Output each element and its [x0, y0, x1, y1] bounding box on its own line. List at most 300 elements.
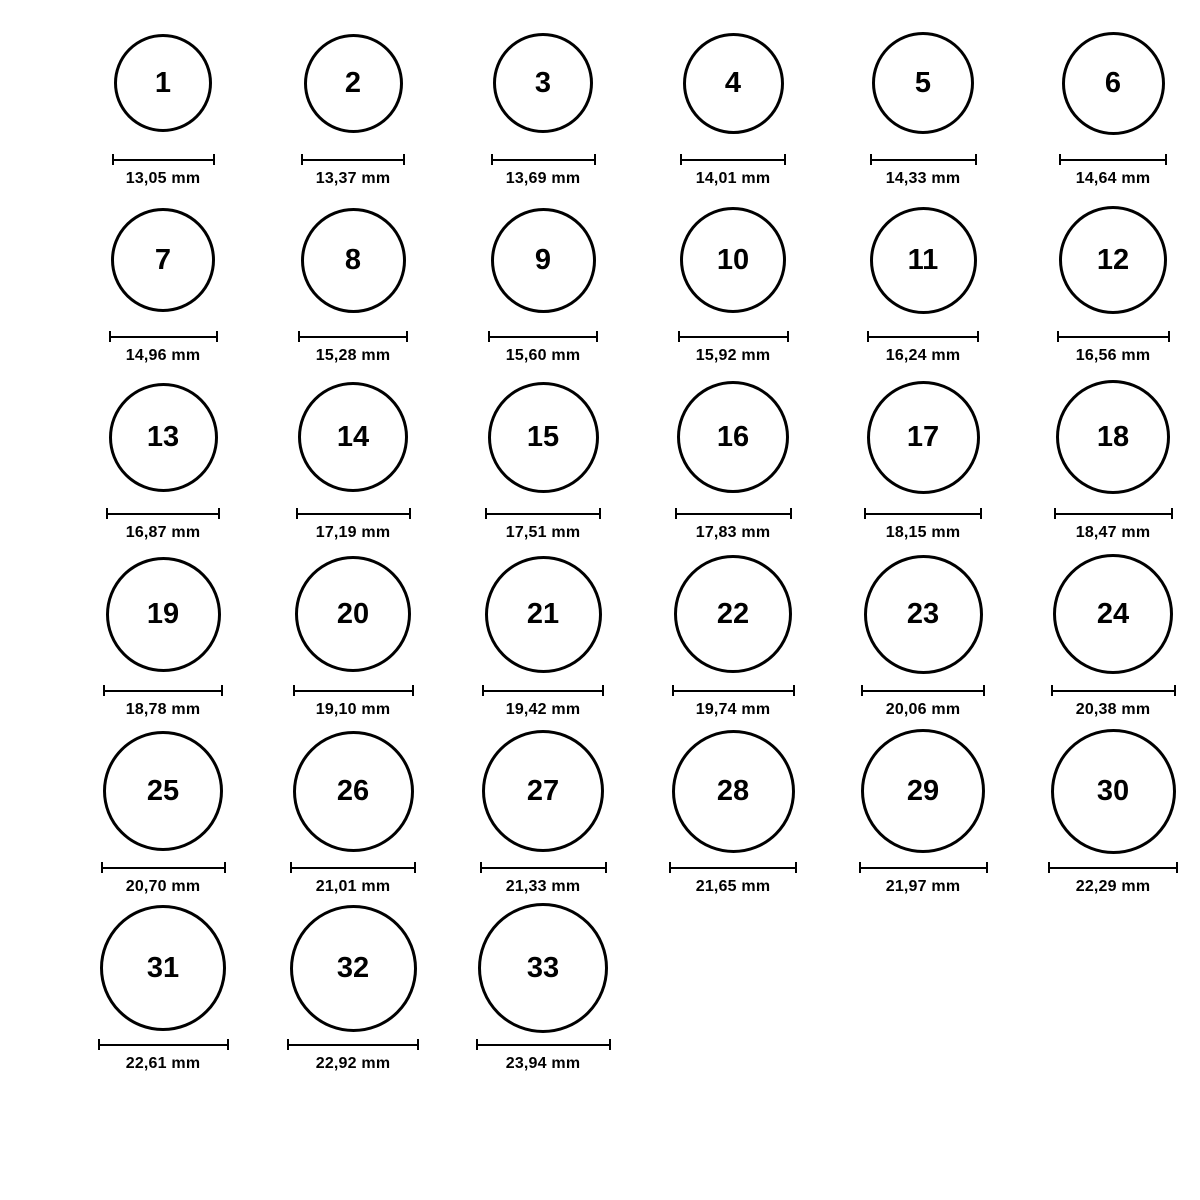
ring-circle-wrap [872, 18, 974, 148]
ring-measurement [301, 154, 405, 188]
dimension-tick-left [287, 1039, 289, 1050]
dimension-tick-right [986, 862, 988, 873]
dimension-line-icon [867, 331, 979, 342]
dimension-tick-left [867, 331, 869, 342]
ring-size-cell [638, 372, 828, 549]
ring-diameter-label: 22,92 mm [315, 1055, 391, 1072]
ring-size-number: 27 [526, 774, 560, 807]
ring-circle-wrap [478, 903, 608, 1033]
dimension-line-icon [669, 862, 797, 873]
ring-circle [491, 208, 596, 313]
ring-measurement [298, 331, 408, 365]
ring-size-number: 26 [336, 774, 370, 807]
ring-size-cell [828, 372, 1018, 549]
dimension-line-icon [864, 508, 982, 519]
ring-size-cell [828, 195, 1018, 372]
dimension-tick-left [672, 685, 674, 696]
ring-measurement [680, 154, 786, 188]
dimension-line-icon [1048, 862, 1178, 873]
ring-measurement [861, 685, 985, 719]
dimension-bar [680, 159, 786, 161]
ring-size-cell [638, 549, 828, 726]
dimension-line-icon [861, 685, 985, 696]
ring-circle [683, 33, 784, 134]
ring-circle-wrap [870, 195, 977, 325]
dimension-tick-left [301, 154, 303, 165]
ring-size-grid [68, 18, 1170, 1080]
dimension-bar [103, 690, 223, 692]
dimension-bar [488, 336, 598, 338]
dimension-line-icon [1054, 508, 1173, 519]
dimension-tick-right [596, 331, 598, 342]
ring-size-cell [258, 903, 448, 1080]
ring-size-number: 15 [526, 420, 560, 453]
ring-size-cell [448, 18, 638, 195]
dimension-tick-right [602, 685, 604, 696]
ring-size-cell [448, 372, 638, 549]
ring-diameter-label: 14,96 mm [125, 347, 201, 364]
dimension-tick-right [1174, 685, 1176, 696]
ring-circle-wrap [100, 903, 226, 1033]
dimension-bar [675, 513, 792, 515]
ring-size-number: 23 [906, 597, 940, 630]
ring-circle [872, 32, 974, 134]
dimension-bar [491, 159, 596, 161]
dimension-tick-right [977, 331, 979, 342]
ring-measurement [678, 331, 789, 365]
ring-measurement [859, 862, 988, 896]
dimension-tick-right [795, 862, 797, 873]
ring-circle [674, 555, 792, 673]
ring-diameter-label: 17,51 mm [505, 524, 581, 541]
dimension-tick-left [98, 1039, 100, 1050]
ring-measurement [1051, 685, 1176, 719]
ring-size-cell [258, 726, 448, 903]
ring-circle [1053, 554, 1173, 674]
ring-diameter-label: 19,74 mm [695, 701, 771, 718]
ring-diameter-label: 15,60 mm [505, 347, 581, 364]
dimension-bar [1054, 513, 1173, 515]
ring-circle [1059, 206, 1167, 314]
ring-measurement [98, 1039, 229, 1073]
dimension-line-icon [859, 862, 988, 873]
dimension-tick-right [417, 1039, 419, 1050]
ring-circle [680, 207, 786, 313]
ring-measurement [482, 685, 604, 719]
ring-diameter-label: 21,33 mm [505, 878, 581, 895]
ring-size-number: 16 [716, 420, 750, 453]
ring-size-number: 7 [154, 243, 172, 276]
ring-diameter-label: 15,92 mm [695, 347, 771, 364]
dimension-bar [101, 867, 226, 869]
dimension-tick-right [787, 331, 789, 342]
ring-diameter-label: 19,42 mm [505, 701, 581, 718]
dimension-line-icon [476, 1039, 611, 1050]
ring-circle-wrap [298, 372, 408, 502]
dimension-tick-left [480, 862, 482, 873]
ring-size-number: 4 [724, 66, 742, 99]
ring-size-cell [1018, 372, 1200, 549]
dimension-tick-left [1048, 862, 1050, 873]
dimension-tick-right [609, 1039, 611, 1050]
ring-size-cell [448, 726, 638, 903]
ring-circle [478, 903, 608, 1033]
dimension-line-icon [680, 154, 786, 165]
ring-measurement [1054, 508, 1173, 542]
ring-size-cell [258, 372, 448, 549]
dimension-line-icon [675, 508, 792, 519]
ring-circle [111, 208, 215, 312]
ring-circle [485, 556, 602, 673]
dimension-tick-left [488, 331, 490, 342]
ring-circle-wrap [301, 195, 406, 325]
ring-size-number: 21 [526, 597, 560, 630]
ring-diameter-label: 21,65 mm [695, 878, 771, 895]
dimension-tick-right [412, 685, 414, 696]
dimension-tick-right [605, 862, 607, 873]
ring-size-cell [68, 18, 258, 195]
ring-measurement [1048, 862, 1178, 896]
ring-size-number: 6 [1104, 66, 1122, 99]
dimension-tick-right [975, 154, 977, 165]
ring-circle-wrap [1056, 372, 1170, 502]
dimension-bar [1059, 159, 1167, 161]
ring-measurement [293, 685, 414, 719]
ring-size-cell [638, 18, 828, 195]
dimension-tick-left [1054, 508, 1056, 519]
dimension-bar [672, 690, 795, 692]
ring-circle-wrap [304, 18, 403, 148]
ring-size-number: 18 [1096, 420, 1130, 453]
ring-measurement [870, 154, 977, 188]
dimension-bar [106, 513, 220, 515]
dimension-tick-left [669, 862, 671, 873]
dimension-line-icon [1051, 685, 1176, 696]
ring-measurement [287, 1039, 419, 1073]
ring-size-cell [1018, 549, 1200, 726]
dimension-tick-right [406, 331, 408, 342]
ring-circle [298, 382, 408, 492]
ring-size-number: 31 [146, 951, 180, 984]
dimension-line-icon [112, 154, 215, 165]
dimension-tick-right [784, 154, 786, 165]
ring-size-cell [448, 903, 638, 1080]
ring-measurement [106, 508, 220, 542]
ring-diameter-label: 21,97 mm [885, 878, 961, 895]
ring-size-number: 1 [154, 66, 172, 99]
dimension-tick-left [859, 862, 861, 873]
ring-circle-wrap [293, 726, 414, 856]
dimension-bar [1048, 867, 1178, 869]
dimension-tick-left [491, 154, 493, 165]
ring-size-number: 33 [526, 951, 560, 984]
dimension-bar [296, 513, 411, 515]
ring-size-cell [828, 18, 1018, 195]
ring-size-number: 30 [1096, 774, 1130, 807]
dimension-tick-left [864, 508, 866, 519]
ring-circle-wrap [677, 372, 789, 502]
ring-circle-wrap [114, 18, 212, 148]
ring-circle-wrap [1059, 195, 1167, 325]
ring-circle-wrap [290, 903, 417, 1033]
dimension-tick-left [112, 154, 114, 165]
dimension-line-icon [296, 508, 411, 519]
dimension-bar [1051, 690, 1176, 692]
dimension-line-icon [870, 154, 977, 165]
ring-diameter-label: 14,64 mm [1075, 170, 1151, 187]
dimension-line-icon [287, 1039, 419, 1050]
ring-size-number: 9 [534, 243, 552, 276]
ring-circle [1062, 32, 1165, 135]
ring-circle-wrap [1051, 726, 1176, 856]
dimension-bar [298, 336, 408, 338]
dimension-line-icon [480, 862, 607, 873]
ring-circle-wrap [1053, 549, 1173, 679]
dimension-tick-left [298, 331, 300, 342]
ring-circle-wrap [111, 195, 215, 325]
dimension-tick-right [216, 331, 218, 342]
ring-size-number: 19 [146, 597, 180, 630]
ring-measurement [476, 1039, 611, 1073]
dimension-tick-right [224, 862, 226, 873]
dimension-bar [293, 690, 414, 692]
ring-measurement [296, 508, 411, 542]
ring-measurement [669, 862, 797, 896]
dimension-tick-right [793, 685, 795, 696]
ring-size-cell [638, 726, 828, 903]
ring-diameter-label: 17,19 mm [315, 524, 391, 541]
dimension-tick-left [678, 331, 680, 342]
ring-size-number: 12 [1096, 243, 1130, 276]
ring-measurement [488, 331, 598, 365]
ring-circle-wrap [867, 372, 980, 502]
dimension-bar [112, 159, 215, 161]
ring-size-number: 13 [146, 420, 180, 453]
dimension-tick-right [1165, 154, 1167, 165]
dimension-line-icon [98, 1039, 229, 1050]
ring-size-cell [258, 18, 448, 195]
ring-size-cell [68, 903, 258, 1080]
ring-circle-wrap [485, 549, 602, 679]
ring-measurement [672, 685, 795, 719]
ring-measurement [101, 862, 226, 896]
ring-circle-wrap [680, 195, 786, 325]
ring-measurement [675, 508, 792, 542]
ring-circle [482, 730, 604, 852]
ring-size-number: 22 [716, 597, 750, 630]
ring-diameter-label: 15,28 mm [315, 347, 391, 364]
ring-size-cell [1018, 18, 1200, 195]
dimension-tick-right [1168, 331, 1170, 342]
dimension-bar [864, 513, 982, 515]
ring-circle [677, 381, 789, 493]
ring-circle [106, 557, 221, 672]
ring-diameter-label: 23,94 mm [505, 1055, 581, 1072]
ring-circle [100, 905, 226, 1031]
ring-size-number: 25 [146, 774, 180, 807]
dimension-bar [109, 336, 218, 338]
dimension-bar [669, 867, 797, 869]
dimension-bar [290, 867, 416, 869]
dimension-tick-left [680, 154, 682, 165]
ring-size-number: 32 [336, 951, 370, 984]
ring-size-cell [828, 726, 1018, 903]
ring-diameter-label: 17,83 mm [695, 524, 771, 541]
ring-size-cell [1018, 726, 1200, 903]
ring-circle [493, 33, 593, 133]
ring-circle [304, 34, 403, 133]
ring-circle [861, 729, 985, 853]
dimension-tick-right [221, 685, 223, 696]
ring-size-number: 20 [336, 597, 370, 630]
ring-circle [293, 731, 414, 852]
dimension-tick-left [1059, 154, 1061, 165]
ring-size-cell [448, 195, 638, 372]
dimension-bar [301, 159, 405, 161]
ring-circle-wrap [674, 549, 792, 679]
ring-circle [1056, 380, 1170, 494]
dimension-tick-left [476, 1039, 478, 1050]
ring-size-number: 11 [907, 243, 939, 276]
ring-diameter-label: 20,70 mm [125, 878, 201, 895]
ring-size-number: 28 [716, 774, 750, 807]
dimension-tick-left [109, 331, 111, 342]
ring-size-number: 14 [336, 420, 370, 453]
ring-diameter-label: 14,01 mm [695, 170, 771, 187]
ring-circle [114, 34, 212, 132]
ring-diameter-label: 13,05 mm [125, 170, 201, 187]
dimension-line-icon [106, 508, 220, 519]
ring-diameter-label: 18,15 mm [885, 524, 961, 541]
dimension-line-icon [301, 154, 405, 165]
ring-circle-wrap [488, 372, 599, 502]
ring-circle-wrap [861, 726, 985, 856]
ring-circle-wrap [672, 726, 795, 856]
ring-circle [1051, 729, 1176, 854]
ring-circle [295, 556, 411, 672]
ring-circle-wrap [482, 726, 604, 856]
ring-circle [870, 207, 977, 314]
ring-circle-wrap [109, 372, 218, 502]
ring-diameter-label: 16,56 mm [1075, 347, 1151, 364]
dimension-tick-left [482, 685, 484, 696]
ring-size-cell [68, 372, 258, 549]
ring-size-number: 29 [906, 774, 940, 807]
dimension-line-icon [488, 331, 598, 342]
ring-diameter-label: 16,24 mm [885, 347, 961, 364]
dimension-tick-right [403, 154, 405, 165]
dimension-line-icon [672, 685, 795, 696]
dimension-tick-right [218, 508, 220, 519]
ring-circle [301, 208, 406, 313]
dimension-bar [867, 336, 979, 338]
ring-measurement [491, 154, 596, 188]
dimension-tick-right [227, 1039, 229, 1050]
ring-diameter-label: 22,29 mm [1075, 878, 1151, 895]
dimension-tick-left [296, 508, 298, 519]
dimension-bar [678, 336, 789, 338]
dimension-bar [870, 159, 977, 161]
ring-diameter-label: 21,01 mm [315, 878, 391, 895]
dimension-tick-right [980, 508, 982, 519]
ring-diameter-label: 20,06 mm [885, 701, 961, 718]
ring-circle-wrap [295, 549, 411, 679]
dimension-tick-right [599, 508, 601, 519]
ring-circle [672, 730, 795, 853]
dimension-line-icon [298, 331, 408, 342]
dimension-line-icon [482, 685, 604, 696]
dimension-line-icon [293, 685, 414, 696]
ring-diameter-label: 19,10 mm [315, 701, 391, 718]
dimension-bar [482, 690, 604, 692]
ring-diameter-label: 14,33 mm [885, 170, 961, 187]
ring-circle-wrap [683, 18, 784, 148]
ring-measurement [112, 154, 215, 188]
dimension-tick-left [485, 508, 487, 519]
ring-measurement [103, 685, 223, 719]
dimension-bar [859, 867, 988, 869]
dimension-line-icon [101, 862, 226, 873]
dimension-tick-left [103, 685, 105, 696]
ring-size-cell [68, 726, 258, 903]
ring-size-cell [448, 549, 638, 726]
ring-size-number: 3 [534, 66, 552, 99]
ring-circle-wrap [103, 726, 223, 856]
dimension-tick-left [293, 685, 295, 696]
ring-measurement [480, 862, 607, 896]
ring-circle-wrap [106, 549, 221, 679]
ring-diameter-label: 22,61 mm [125, 1055, 201, 1072]
dimension-tick-right [213, 154, 215, 165]
dimension-bar [476, 1044, 611, 1046]
ring-size-cell [258, 549, 448, 726]
dimension-tick-right [409, 508, 411, 519]
ring-circle [103, 731, 223, 851]
ring-diameter-label: 13,37 mm [315, 170, 391, 187]
dimension-tick-left [861, 685, 863, 696]
dimension-tick-left [290, 862, 292, 873]
ring-size-number: 10 [716, 243, 750, 276]
dimension-line-icon [290, 862, 416, 873]
ring-size-number: 17 [906, 420, 940, 453]
dimension-tick-right [1176, 862, 1178, 873]
dimension-bar [480, 867, 607, 869]
ring-size-cell [258, 195, 448, 372]
dimension-tick-left [101, 862, 103, 873]
ring-measurement [290, 862, 416, 896]
ring-diameter-label: 16,87 mm [125, 524, 201, 541]
ring-circle-wrap [493, 18, 593, 148]
dimension-bar [98, 1044, 229, 1046]
ring-size-number: 2 [344, 66, 362, 99]
dimension-tick-left [1051, 685, 1053, 696]
dimension-tick-right [1171, 508, 1173, 519]
ring-size-cell [828, 549, 1018, 726]
dimension-tick-left [675, 508, 677, 519]
ring-diameter-label: 20,38 mm [1075, 701, 1151, 718]
dimension-line-icon [103, 685, 223, 696]
ring-circle [864, 555, 983, 674]
ring-diameter-label: 13,69 mm [505, 170, 581, 187]
ring-circle-wrap [491, 195, 596, 325]
dimension-line-icon [109, 331, 218, 342]
dimension-bar [861, 690, 985, 692]
ring-size-cell [68, 549, 258, 726]
ring-measurement [867, 331, 979, 365]
dimension-tick-right [983, 685, 985, 696]
dimension-tick-left [1057, 331, 1059, 342]
ring-size-cell [68, 195, 258, 372]
